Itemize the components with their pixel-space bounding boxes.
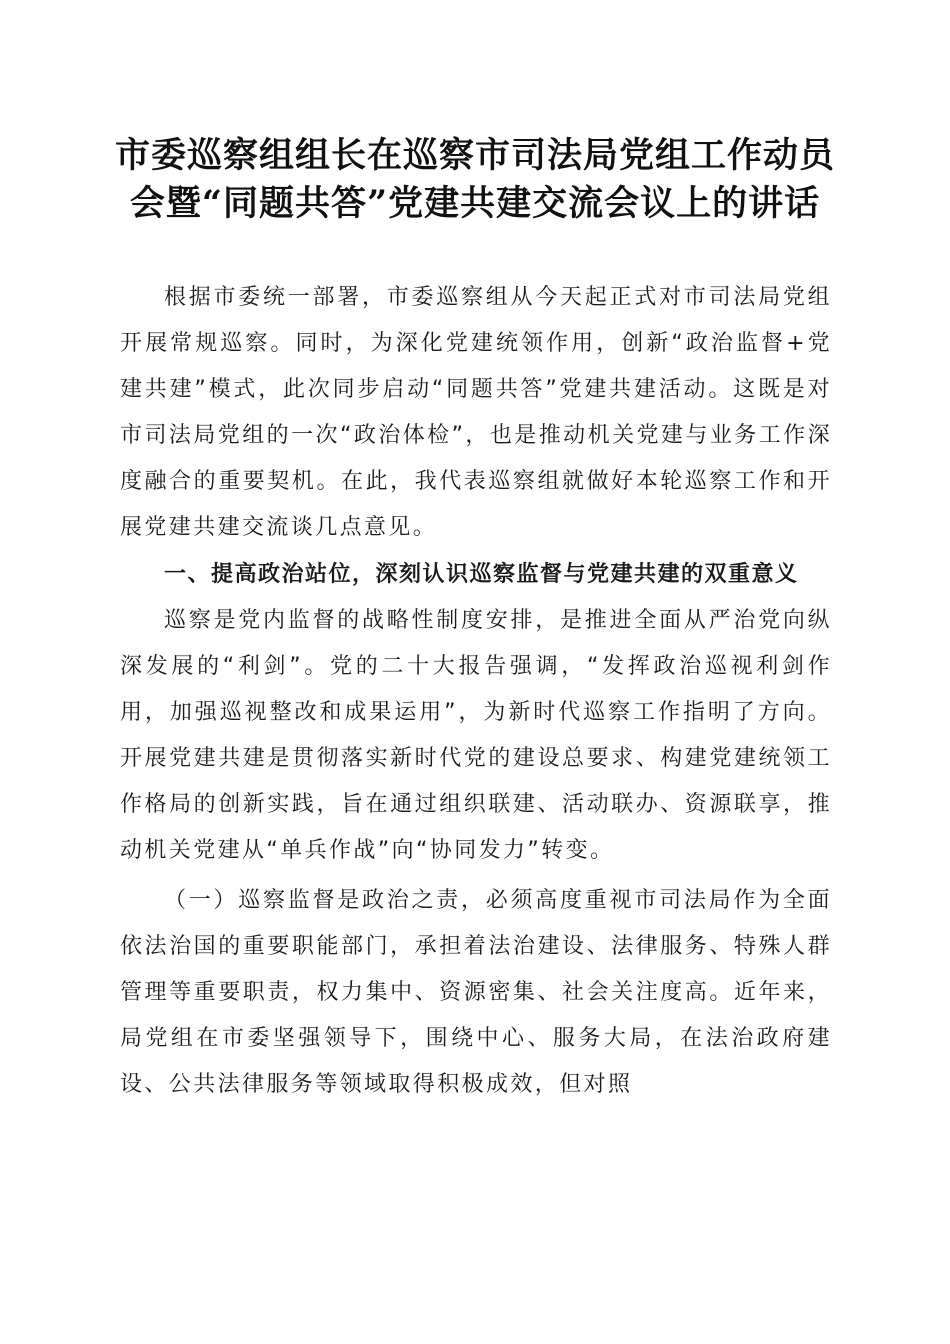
document-body [120,275,832,1108]
document-title [100,132,850,228]
title-line-1: 市委巡察组组长在巡察市司法局党组工作动员 [114,135,835,176]
section-1-paragraph: 巡察是党内监督的战略性制度安排，是推进全面从严治党向纵深发展的“利剑”。党的二十大报告强调，“发挥政治巡视利剑作用，加强巡视整改和成果运用”，为新时代巡察工作指明了方向。开展党建共建是贯彻落实新时代党的建设总要求、构建党建统领工作格局的创新实践，旨在通过组织联建、活动联办、资源联享，推动机关党建从“单兵作战”向“协同发力”转变。 [120,608,832,863]
subsection-1-paragraph: （一）巡察监督是政治之责，必须高度重视市司法局作为全面依法治国的重要职能部门，承担着法治建设、法律服务、特殊人群管理等重要职责，权力集中、资源密集、社会关注度高。近年来，局党组在市委坚强领导下，围绕中心、服务大局，在法治政府建设、公共法律服务等领域取得积极成效，但对照 [120,888,832,1097]
intro-paragraph: 根据市委统一部署，市委巡察组从今天起正式对市司法局党组开展常规巡察。同时，为深化党建统领作用，创新“政治监督+党建共建”模式，此次同步启动“同题共答”党建共建活动。这既是对市司法局党组的一次“政治体检”，也是推动机关党建与业务工作深度融合的重要契机。在此，我代表巡察组就做好本轮巡察工作和开展党建共建交流谈几点意见。 [120,285,832,540]
section-heading-1: 一、提高政治站位，深刻认识巡察监督与党建共建的双重意义 [164,562,799,587]
title-line-2: 会暨“同题共答”党建共建交流会议上的讲话 [129,183,821,224]
